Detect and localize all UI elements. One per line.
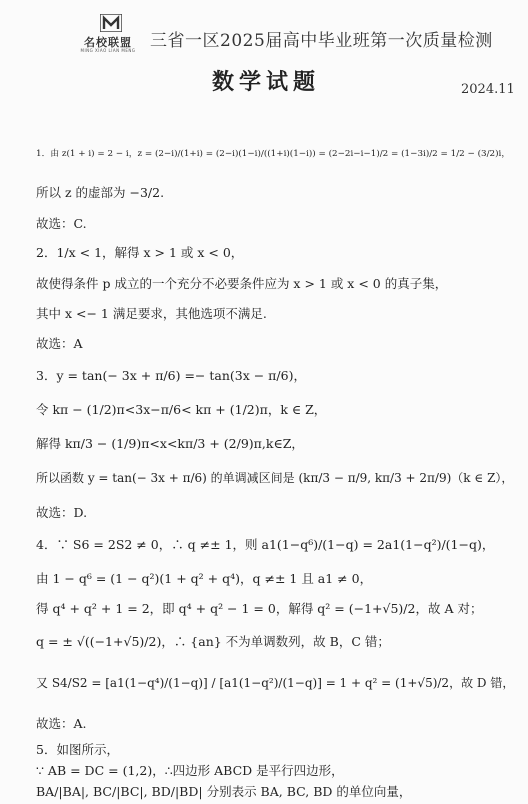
solution-2-reason: 故使得条件 p 成立的一个充分不必要条件应为 x > 1 或 x < 0 的真子集，: [36, 276, 448, 291]
answer-3: 故选：D.: [36, 505, 88, 520]
exam-title: 三省一区2025届高中毕业班第一次质量检测: [150, 31, 493, 51]
solution-1-line: 1．由 z(1 + i) = 2 − i，z = (2−i)/(1+i) = (2−i)(1−i)/((1+i)(1−i)) = (2−2i−i−1)/2 = (1−3i)/2 = 1/2 − (3/2)i，: [36, 149, 511, 159]
solution-4-factor: 由 1 − q⁶ = (1 − q²)(1 + q² + q⁴)，q ≠± 1 且 a1 ≠ 0，: [36, 571, 373, 586]
solution-3-solve: 解得 kπ/3 − (1/9)π<x<kπ/3 + (2/9)π,k∈Z，: [36, 436, 304, 451]
solution-1-conclusion: 所以 z 的虚部为 −3/2.: [36, 185, 165, 200]
document-date: 2024.11: [461, 82, 515, 97]
solution-4-line: 4．∵ S6 = 2S2 ≠ 0，∴ q ≠± 1，则 a1(1−q⁶)/(1−q) = 2a1(1−q²)/(1−q)，: [36, 537, 495, 552]
document-title: 数学试题: [212, 69, 321, 95]
solution-5-unit-vectors: BA/|BA|, BC/|BC|, BD/|BD| 分别表示 BA, BC, BD 的单位向量，: [36, 784, 412, 799]
answer-1: 故选：C.: [36, 216, 87, 231]
solution-3-condition: 令 kπ − (1/2)π<3x−π/6< kπ + (1/2)π，k ∈ Z，: [36, 402, 327, 417]
school-alliance-logo: [70, 14, 146, 54]
solution-3-interval: 所以函数 y = tan(− 3x + π/6) 的单调减区间是 (kπ/3 − π/9, kπ/3 + 2π/9)（k ∈ Z），: [36, 471, 514, 485]
solution-2-line: 2．1/x < 1，解得 x > 1 或 x < 0，: [36, 245, 244, 260]
solution-4-q: q = ± √((−1+√5)/2)，∴ {an} 不为单调数列，故 B，C 错；: [36, 634, 390, 649]
solution-2-note: 其中 x <− 1 满足要求，其他选项不满足.: [36, 306, 267, 321]
solution-5-line: 5．如图所示，: [36, 742, 119, 757]
logo-mark-icon: [100, 14, 122, 32]
solution-5-parallelogram: ∵ AB = DC = (1,2)，∴四边形 ABCD 是平行四边形，: [36, 763, 344, 778]
solution-3-line: 3．y = tan(− 3x + π/6) =− tan(3x − π/6)，: [36, 368, 306, 383]
answer-2: 故选：A: [36, 336, 83, 351]
answer-4: 故选：A.: [36, 716, 87, 731]
solution-4-ratio: 又 S4/S2 = [a1(1−q⁴)/(1−q)] / [a1(1−q²)/(1−q)] = 1 + q² = (1+√5)/2，故 D 错，: [36, 676, 515, 690]
logo-text-en: MING XIAO LIAN MENG: [80, 48, 136, 53]
solution-4-q-squared: 得 q⁴ + q² + 1 = 2，即 q⁴ + q² − 1 = 0，解得 q² = (−1+√5)/2，故 A 对；: [36, 601, 483, 616]
logo-text-cn: 名校联盟: [84, 36, 132, 49]
